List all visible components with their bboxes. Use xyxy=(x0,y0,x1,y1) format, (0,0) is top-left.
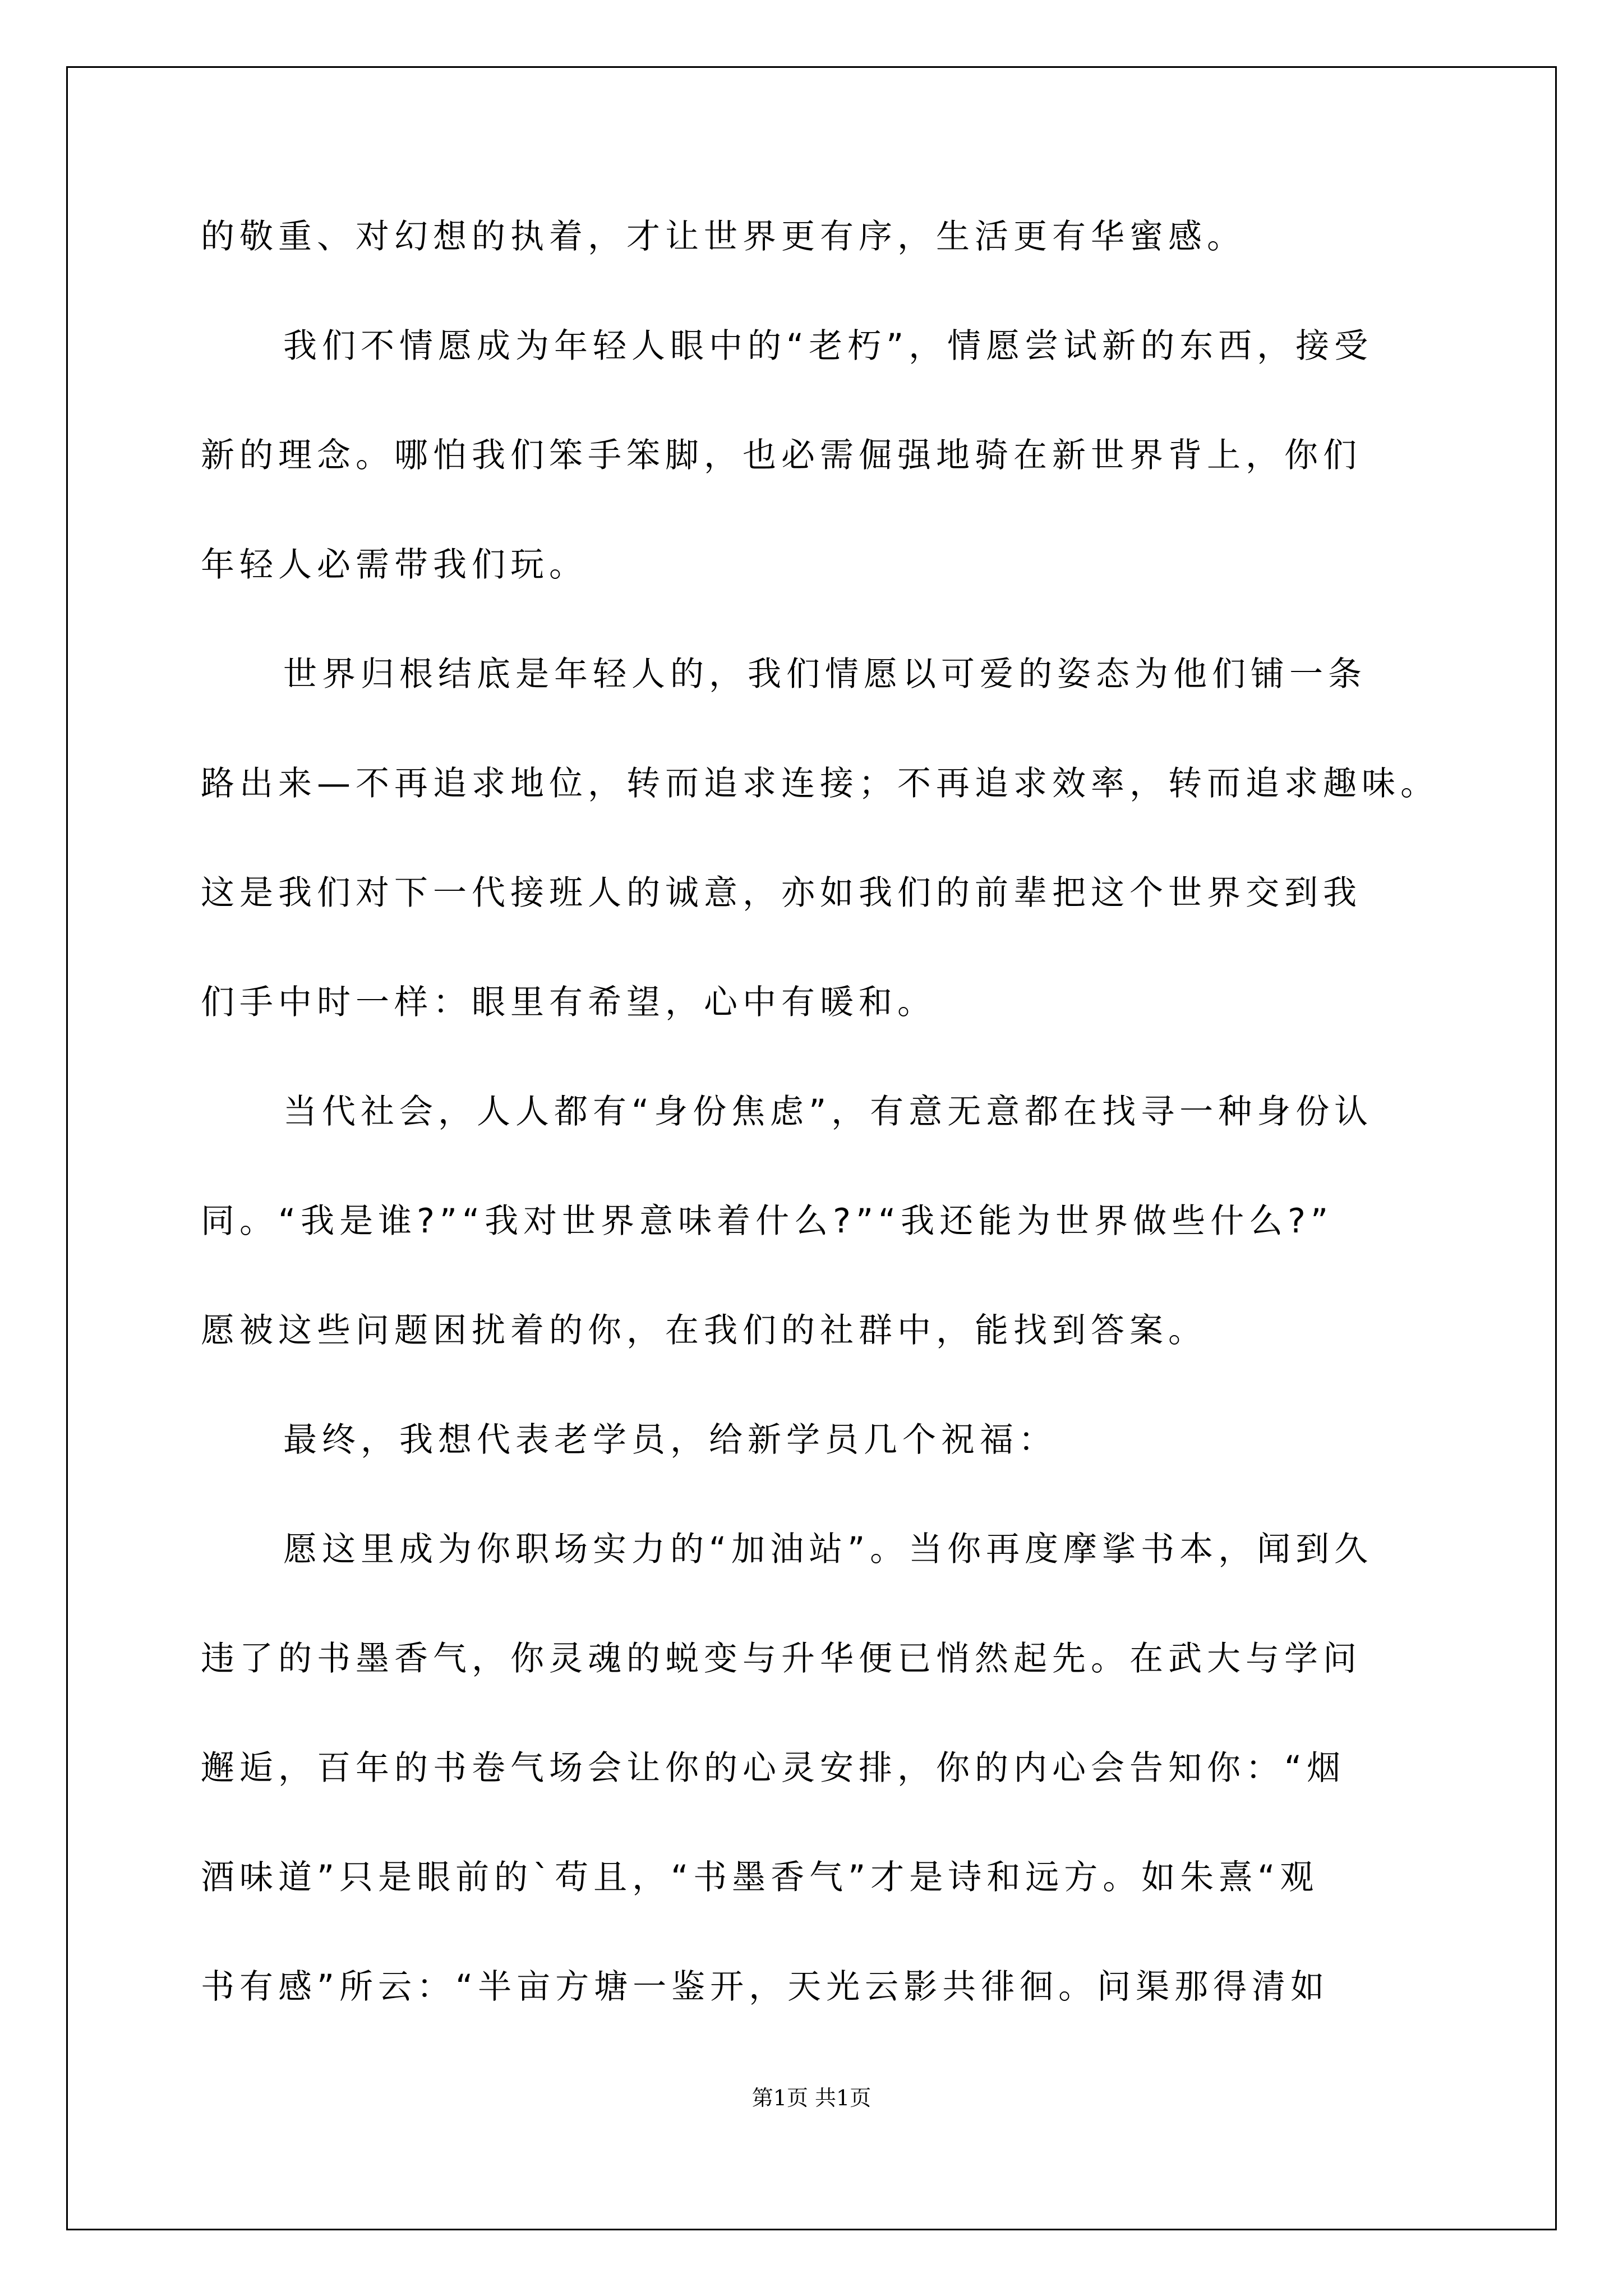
text-line-3: 新的理念。哪怕我们笨手笨脚，也必需倔强地骑在新世界背上，你们 xyxy=(201,436,1362,475)
page-footer: 第1页 共1页 xyxy=(751,2086,872,2110)
text-line-5: 世界归根结底是年轻人的，我们情愿以可爱的姿态为他们铺一条 xyxy=(283,655,1367,694)
text-line-14: 违了的书墨香气，你灵魂的蜕变与升华便已悄然起先。在武大与学问 xyxy=(201,1639,1362,1678)
page-border xyxy=(66,66,1557,2230)
text-line-7: 这是我们对下一代接班人的诚意，亦如我们的前辈把这个世界交到我 xyxy=(201,873,1362,913)
text-line-6: 路出来—不再追求地位，转而追求连接；不再追求效率，转而追求趣味。 xyxy=(201,764,1439,803)
text-line-17: 书有感”所云：“半亩方塘一鉴开，天光云影共徘徊。问渠那得清如 xyxy=(201,1967,1330,2007)
text-line-11: 愿被这些问题困扰着的你，在我们的社群中，能找到答案。 xyxy=(201,1311,1207,1350)
text-line-10: 同。“我是谁?”“我对世界意味着什么?”“我还能为世界做些什么?” xyxy=(201,1202,1334,1241)
text-line-9: 当代社会，人人都有“身份焦虑”，有意无意都在找寻一种身份认 xyxy=(283,1092,1373,1131)
text-line-8: 们手中时一样：眼里有希望，心中有暖和。 xyxy=(201,983,936,1022)
text-line-4: 年轻人必需带我们玩。 xyxy=(201,545,588,585)
text-line-1: 的敬重、对幻想的执着，才让世界更有序，生活更有华蜜感。 xyxy=(201,217,1246,256)
text-line-13: 愿这里成为你职场实力的“加油站”。当你再度摩挲书本，闻到久 xyxy=(283,1530,1373,1569)
text-line-16: 酒味道”只是眼前的`苟且，“书墨香气”才是诗和远方。如朱熹“观 xyxy=(201,1858,1319,1897)
text-line-12: 最终，我想代表老学员，给新学员几个祝福： xyxy=(283,1420,1057,1460)
text-line-15: 邂逅，百年的书卷气场会让你的心灵安排，你的内心会告知你：“烟 xyxy=(201,1749,1346,1788)
text-line-2: 我们不情愿成为年轻人眼中的“老朽”，情愿尝试新的东西，接受 xyxy=(283,326,1373,366)
